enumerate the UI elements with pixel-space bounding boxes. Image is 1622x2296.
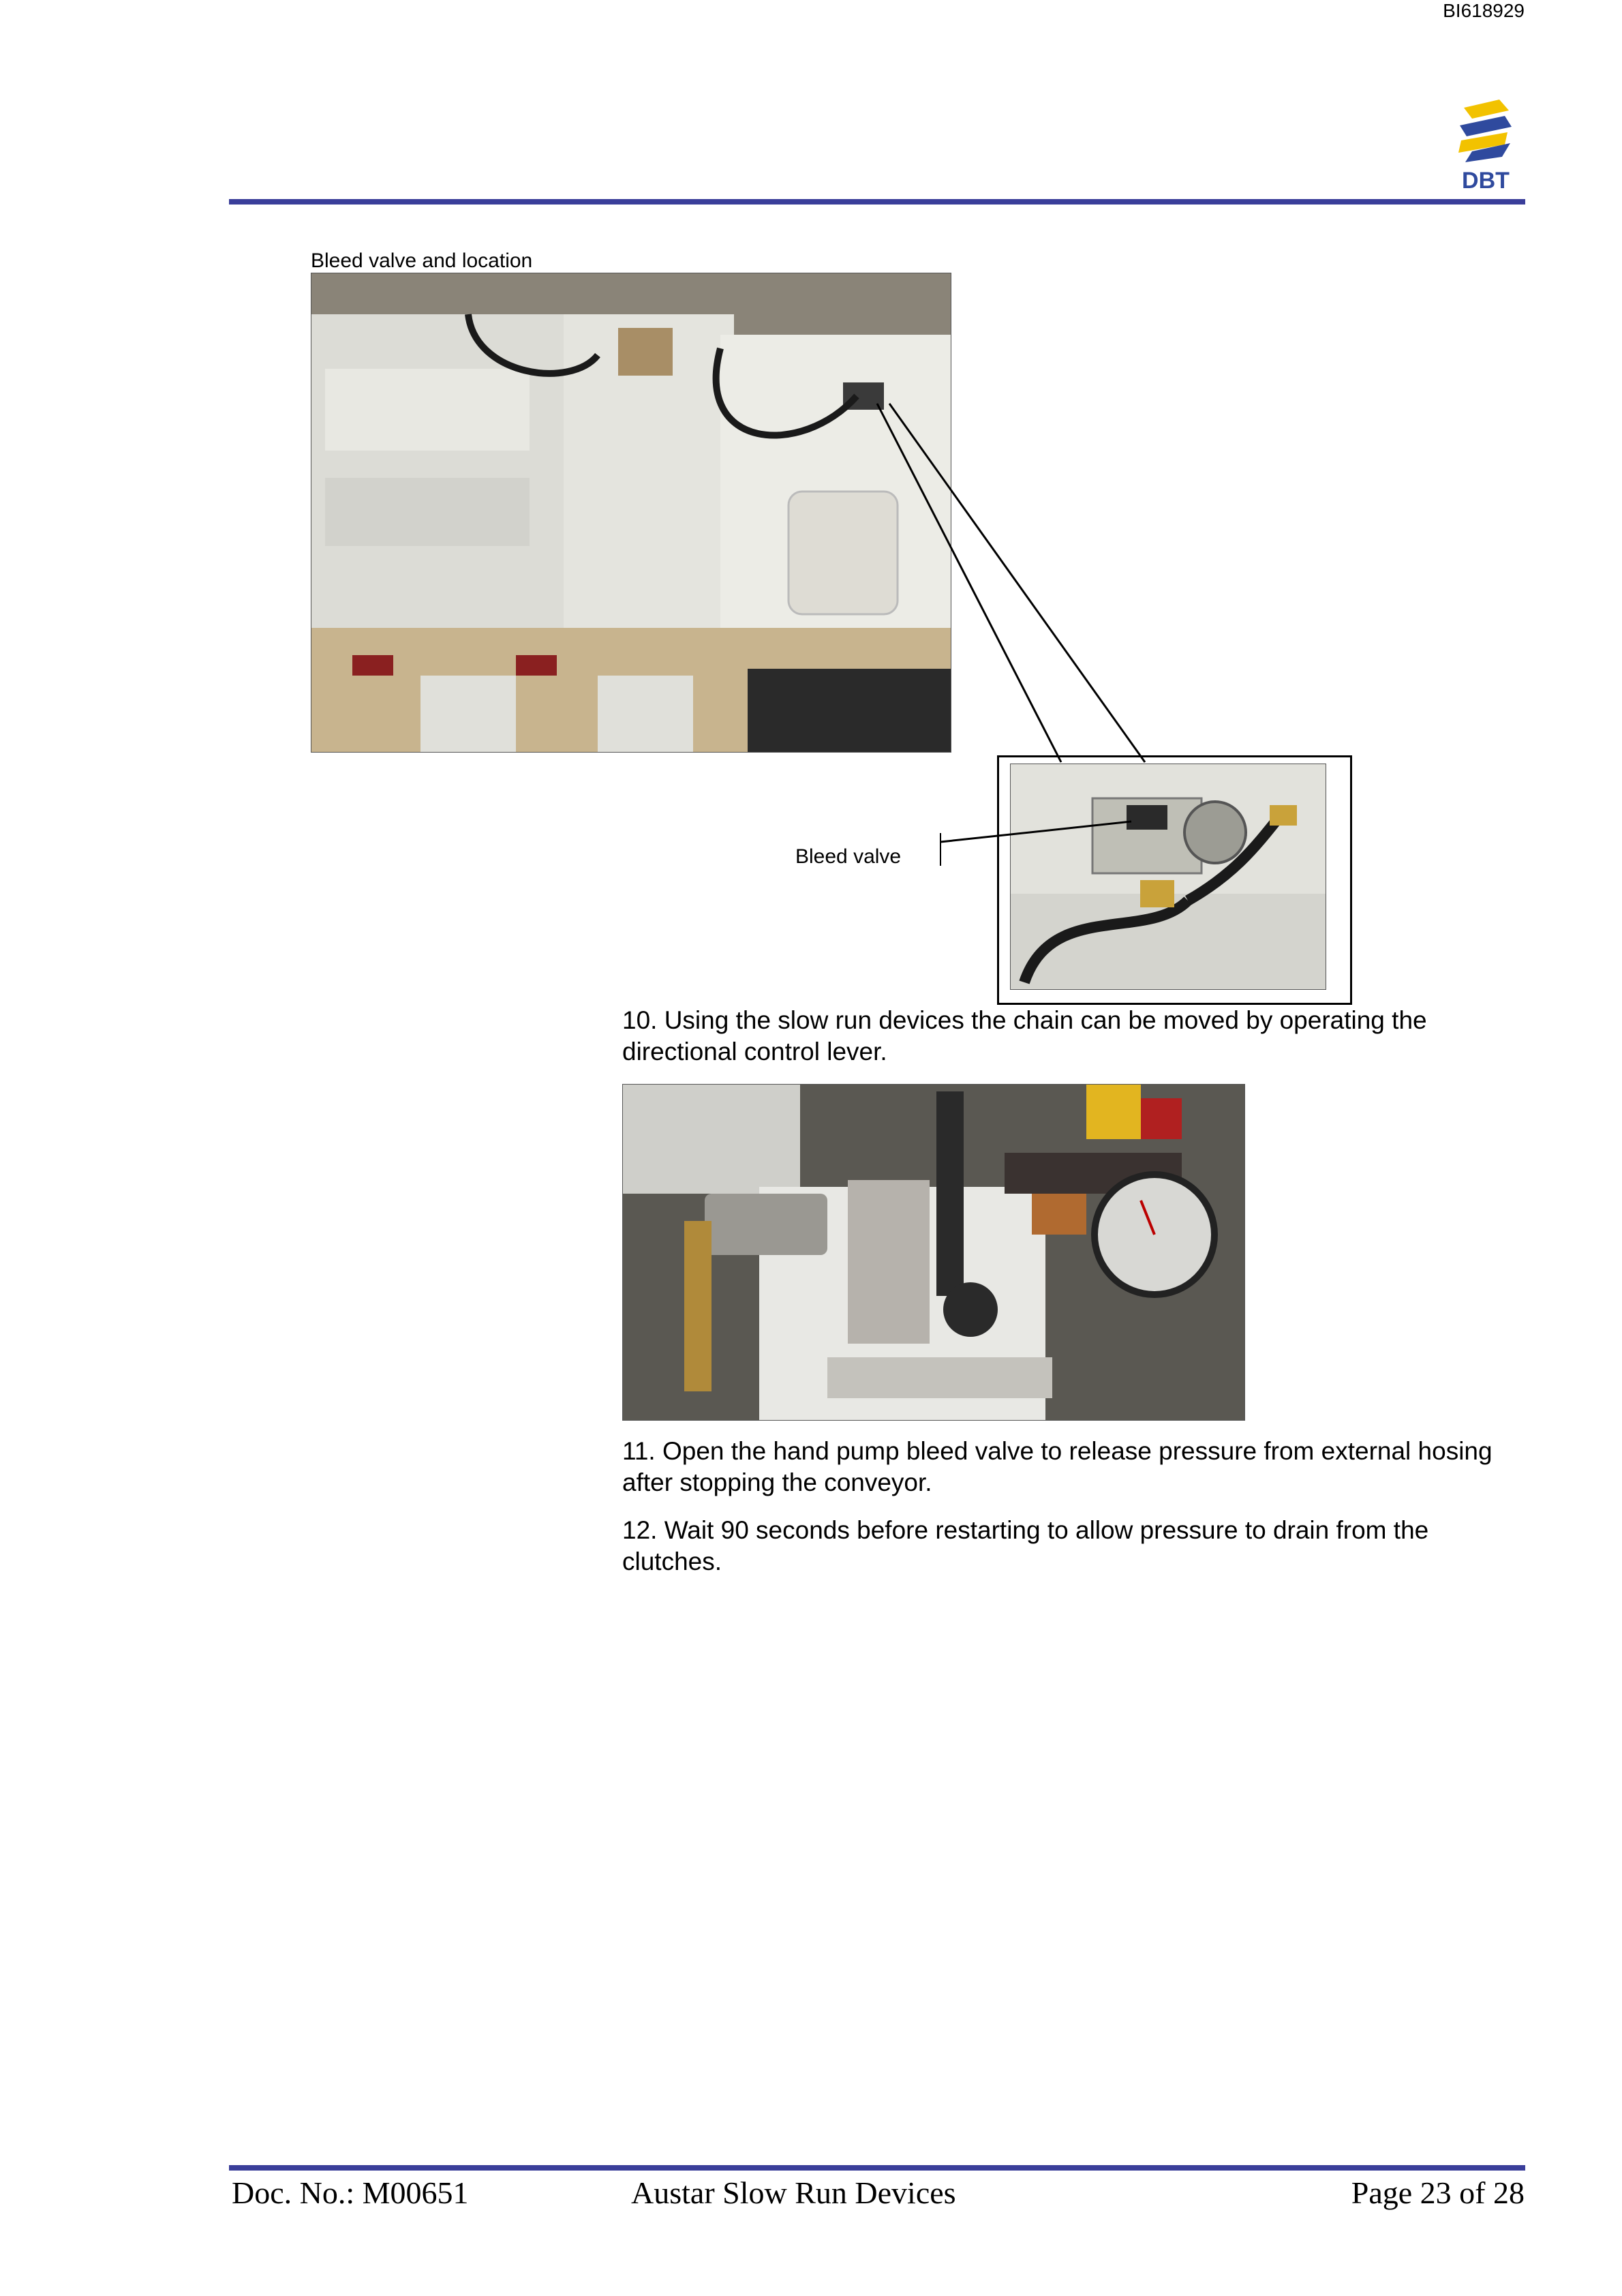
step-11: 11. Open the hand pump bleed valve to release pressure from external hosing after stopping the conveyor. <box>622 1437 1493 1496</box>
logo-text: DBT <box>1462 168 1510 194</box>
dbt-logo <box>1452 95 1520 198</box>
step-12: 12. Wait 90 seconds before restarting to allow pressure to drain from the clutches. <box>622 1516 1429 1575</box>
bleed-valve-label: Bleed valve <box>795 845 902 868</box>
footer-doc-number: Doc. No.: M00651 <box>232 2175 469 2210</box>
header-rule <box>229 199 1525 205</box>
document-id: BI618929 <box>1443 0 1525 21</box>
step-10: 10. Using the slow run devices the chain can be moved by operating the directional control lever. <box>622 1006 1427 1066</box>
control-lever-photo <box>622 1084 1245 1421</box>
machine-photo <box>311 273 951 753</box>
figure-caption: Bleed valve and location <box>311 250 533 272</box>
footer-title: Austar Slow Run Devices <box>631 2175 956 2210</box>
bleed-valve-closeup-photo <box>1010 764 1326 990</box>
footer-page-number: Page 23 of 28 <box>1351 2175 1525 2210</box>
footer-rule <box>229 2165 1525 2171</box>
